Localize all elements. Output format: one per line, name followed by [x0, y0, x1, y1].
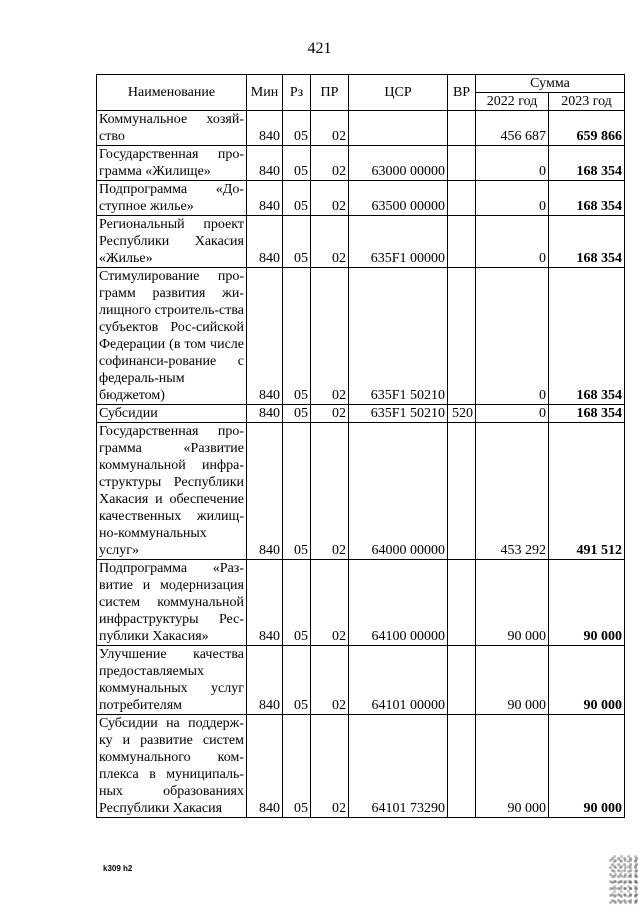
- table-row: [97, 560, 625, 646]
- header-name: Наименование: [97, 75, 247, 111]
- header-min: Мин: [247, 75, 283, 111]
- row-sum-2022: 90 000: [476, 715, 549, 818]
- row-min: 840: [247, 216, 283, 268]
- row-min: 840: [247, 423, 283, 560]
- row-vr: [448, 146, 476, 181]
- row-csr: 63000 00000: [349, 146, 448, 181]
- row-vr: [448, 646, 476, 715]
- row-vr: [448, 715, 476, 818]
- row-sum-2022: 453 292: [476, 423, 549, 560]
- row-rz: 05: [283, 181, 311, 216]
- row-name: Субсидии: [97, 405, 247, 423]
- row-rz: 05: [283, 111, 311, 146]
- table-row: [97, 715, 625, 818]
- row-pr: 02: [311, 423, 349, 560]
- row-min: 840: [247, 715, 283, 818]
- row-csr: 635F1 50210: [349, 268, 448, 405]
- row-vr: [448, 268, 476, 405]
- table-row: [97, 111, 625, 146]
- table-row: [97, 216, 625, 268]
- row-sum-2023: 90 000: [549, 715, 625, 818]
- row-name: Подпрограмма «До-ступное жилье»: [97, 181, 247, 216]
- row-rz: 05: [283, 268, 311, 405]
- row-name: Улучшение качества предоставляемых коммунальных услуг потребителям: [97, 646, 247, 715]
- row-pr: 02: [311, 216, 349, 268]
- row-min: 840: [247, 181, 283, 216]
- row-name: Коммунальное хозяй-ство: [97, 111, 247, 146]
- row-vr: [448, 423, 476, 560]
- row-rz: 05: [283, 715, 311, 818]
- row-pr: 02: [311, 146, 349, 181]
- row-sum-2023: 659 866: [549, 111, 625, 146]
- row-sum-2023: 90 000: [549, 560, 625, 646]
- row-pr: 02: [311, 111, 349, 146]
- row-rz: 05: [283, 405, 311, 423]
- table-row: [97, 268, 625, 405]
- row-sum-2023: 168 354: [549, 181, 625, 216]
- row-vr: [448, 216, 476, 268]
- row-name: Государственная про-грамма «Жилище»: [97, 146, 247, 181]
- row-sum-2022: 0: [476, 268, 549, 405]
- table-row: [97, 405, 625, 423]
- row-sum-2023: 168 354: [549, 216, 625, 268]
- row-min: 840: [247, 146, 283, 181]
- row-csr: 64101 00000: [349, 646, 448, 715]
- row-vr: 520: [448, 405, 476, 423]
- row-csr: 64101 73290: [349, 715, 448, 818]
- row-csr: [349, 111, 448, 146]
- row-sum-2022: 0: [476, 146, 549, 181]
- row-name: Субсидии на поддерж-ку и развитие систем коммунального ком-плекса в муниципаль-ных образованиях Республики Хакасия: [97, 715, 247, 818]
- row-name: Стимулирование про-грамм развития жи-лищного строитель-ства субъектов Рос-сийской Федерации (в том числе софинанси-рование с федераль-ным бюджетом): [97, 268, 247, 405]
- row-rz: 05: [283, 216, 311, 268]
- header-pr: ПР: [311, 75, 349, 111]
- row-sum-2023: 168 354: [549, 146, 625, 181]
- row-vr: [448, 560, 476, 646]
- row-rz: 05: [283, 423, 311, 560]
- row-sum-2023: 491 512: [549, 423, 625, 560]
- budget-table: [96, 74, 625, 818]
- row-min: 840: [247, 560, 283, 646]
- row-sum-2022: 90 000: [476, 646, 549, 715]
- row-vr: [448, 111, 476, 146]
- row-csr: 635F1 00000: [349, 216, 448, 268]
- row-pr: 02: [311, 715, 349, 818]
- footer-code: k309 h2: [103, 864, 133, 873]
- row-name: Региональный проект Республики Хакасия «Жилье»: [97, 216, 247, 268]
- header-csr: ЦСР: [349, 75, 448, 111]
- row-pr: 02: [311, 646, 349, 715]
- row-pr: 02: [311, 405, 349, 423]
- row-sum-2022: 0: [476, 181, 549, 216]
- row-csr: 635F1 50210: [349, 405, 448, 423]
- row-sum-2022: 0: [476, 216, 549, 268]
- row-min: 840: [247, 646, 283, 715]
- header-year-2023: 2023 год: [549, 93, 625, 111]
- header-year-2022: 2022 год: [476, 93, 549, 111]
- row-rz: 05: [283, 146, 311, 181]
- row-min: 840: [247, 268, 283, 405]
- row-csr: 64000 00000: [349, 423, 448, 560]
- row-pr: 02: [311, 181, 349, 216]
- row-sum-2023: 168 354: [549, 268, 625, 405]
- header-rz: Рз: [283, 75, 311, 111]
- table-row: [97, 146, 625, 181]
- header-sum: Сумма: [476, 75, 625, 93]
- row-pr: 02: [311, 268, 349, 405]
- table-row: [97, 423, 625, 560]
- scan-noise: [609, 855, 639, 905]
- page-number: 421: [307, 40, 332, 57]
- row-min: 840: [247, 111, 283, 146]
- row-sum-2022: 456 687: [476, 111, 549, 146]
- row-name: Государственная про-грамма «Развитие коммунальной инфра-структуры Республики Хакасия и обеспечение качественных жилищ-но-коммунальных услуг»: [97, 423, 247, 560]
- row-csr: 63500 00000: [349, 181, 448, 216]
- row-vr: [448, 181, 476, 216]
- row-csr: 64100 00000: [349, 560, 448, 646]
- row-sum-2023: 168 354: [549, 405, 625, 423]
- row-name: Подпрограмма «Раз-витие и модернизация систем коммунальной инфраструктуры Рес-публики Хакасия»: [97, 560, 247, 646]
- row-rz: 05: [283, 646, 311, 715]
- row-sum-2023: 90 000: [549, 646, 625, 715]
- header-vr: ВР: [448, 75, 476, 111]
- row-pr: 02: [311, 560, 349, 646]
- row-rz: 05: [283, 560, 311, 646]
- row-min: 840: [247, 405, 283, 423]
- table-row: [97, 181, 625, 216]
- table-body: [97, 111, 625, 818]
- row-sum-2022: 90 000: [476, 560, 549, 646]
- table-row: [97, 646, 625, 715]
- table-header: [97, 75, 625, 111]
- row-sum-2022: 0: [476, 405, 549, 423]
